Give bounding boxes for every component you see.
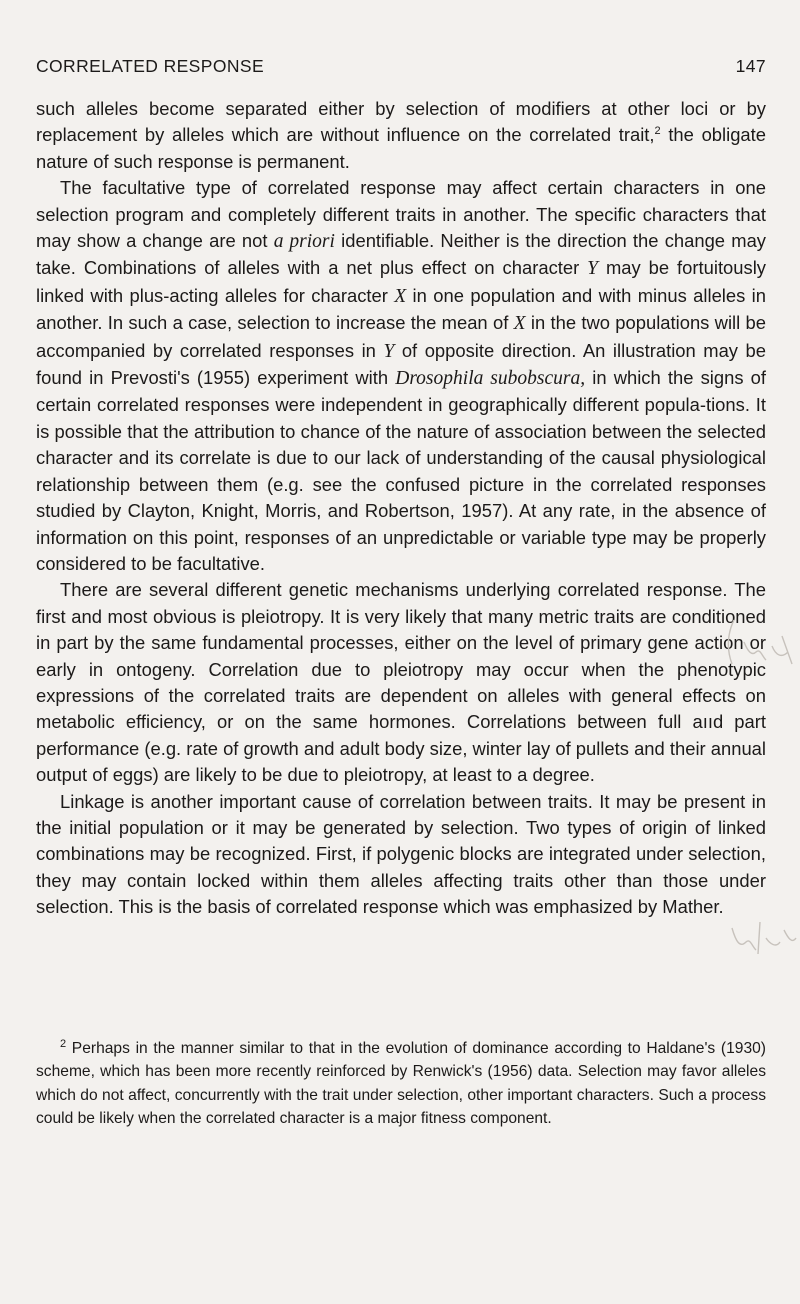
- paragraph: [36, 96, 766, 175]
- text-segment: in one population and with minus alleles in another. In such a case, selection to increase the mean of: [36, 284, 766, 334]
- paragraph: [36, 175, 766, 577]
- page-number: 147: [735, 56, 766, 76]
- text-segment: Linkage is another important cause of correlation between traits. It may be present in the initial population or it may be generated by selection. Two types of origin of linked combinations may be recognized. First, if polygenic blocks are integrated under selection, they may contain locked within them alleles affecting traits other than those under selection. This is the basis of correlated response which was emphasized by Mather.: [36, 790, 766, 918]
- text-segment: of opposite direction. An illustration may be found in Prevosti's (1955) experiment with: [36, 339, 766, 389]
- text-segment: in which the signs of certain correlated responses were independent in geographically different popula-tions. It is possible that the attribution to chance of the nature of association between the selected character and its correlate is due to our lack of understanding of the causal physiological relationship between them (e.g. see the confused picture in the correlated responses studied by Clayton, Knight, Morris, and Robertson, 1957). At any rate, in the absence of information on this point, responses of an unpredictable or variable type may be properly considered to be facultative.: [36, 367, 767, 574]
- text-segment: X: [394, 285, 407, 307]
- text-segment: the obligate nature of such response is permanent.: [36, 124, 766, 172]
- paragraph: [36, 577, 766, 788]
- margin-scribble-upper: [722, 612, 798, 678]
- text-segment: Drosophila subobscura,: [395, 368, 586, 390]
- footnote-reference: 2: [654, 125, 661, 138]
- margin-scribble-lower: [722, 908, 798, 964]
- text-segment: There are several different genetic mechanisms underlying correlated response. The first and most obvious is pleiotropy. It is very likely that many metric traits are conditioned in part by the same fundamental processes, either on the level of primary gene action or early in ontogeny. Correlation due to pleiotropy may occur when the phenotypic expressions of the correlated traits are dependent on alleles with general effects on metabolic efficiency, or on the same hormones. Correlations between full aııd part performance (e.g. rate of growth and adult body size, winter lay of pullets and their annual output of eggs) are likely to be due to pleiotropy, at least to a degree.: [36, 579, 766, 786]
- footnote-mark: 2: [60, 1037, 67, 1050]
- running-title: CORRELATED RESPONSE: [36, 56, 265, 76]
- text-segment: identifiable. Neither is the direction the change may take. Combinations of alleles with a net plus effect on character: [36, 230, 766, 279]
- paragraph: [36, 789, 766, 921]
- footnote: [36, 1037, 766, 1130]
- text-segment: The facultative type of correlated response may affect certain characters in one selection program and completely different traits in another. The specific characters that may show a change are not: [36, 177, 766, 252]
- text-segment: such alleles become separated either by selection of modifiers at other loci or by replacement by alleles which are without influence on the correlated trait,: [36, 98, 766, 146]
- text-segment: Y: [587, 258, 599, 280]
- text-segment: a priori: [273, 231, 335, 253]
- text-segment: in the two populations will be accompanied by correlated responses in: [36, 312, 766, 361]
- body-text: [36, 96, 766, 921]
- text-segment: X: [513, 313, 526, 335]
- footnote-text: Perhaps in the manner similar to that in the evolution of dominance according to Haldane's (1930) scheme, which has been more recently reinforced by Renwick's (1956) data. Selection may favor alleles which do not affect, concurrently with the trait under selection, other important characters. Such a process could be likely when the correlated character is a major fitness component.: [36, 1040, 766, 1127]
- text-segment: may be fortuitously linked with plus-acting alleles for character: [36, 257, 766, 306]
- text-segment: Y: [383, 340, 395, 362]
- running-header: [36, 56, 766, 77]
- footnotes: [36, 1037, 766, 1130]
